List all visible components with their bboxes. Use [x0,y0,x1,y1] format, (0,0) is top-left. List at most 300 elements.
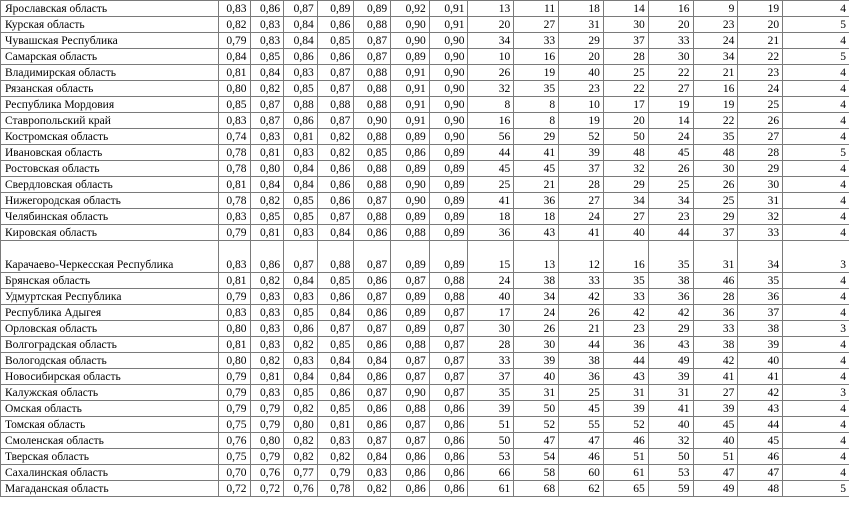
group-value-cell: 4 [783,97,849,113]
index-value-cell: 0,90 [429,81,468,97]
region-name-cell: Кировская область [1,225,219,241]
rank-value-cell: 16 [693,81,738,97]
index-value-cell: 0,87 [429,305,468,321]
rank-value-cell: 35 [603,273,648,289]
index-value-cell: 0,83 [250,305,284,321]
rank-value-cell: 27 [559,193,604,209]
rank-value-cell: 39 [468,401,514,417]
rank-value-cell: 51 [468,417,514,433]
rank-value-cell: 13 [468,1,514,17]
index-value-cell: 0,90 [429,97,468,113]
table-row [1,385,850,401]
index-value-cell: 0,84 [284,177,318,193]
index-value-cell: 0,87 [354,289,391,305]
index-value-cell: 0,78 [218,193,250,209]
index-value-cell: 0,82 [284,401,318,417]
index-value-cell: 0,86 [429,433,468,449]
index-value-cell: 0,87 [317,321,354,337]
index-value-cell: 0,88 [354,81,391,97]
index-value-cell: 0,76 [284,481,318,497]
index-value-cell: 0,81 [218,337,250,353]
index-value-cell: 0,79 [218,289,250,305]
index-value-cell: 0,83 [284,289,318,305]
group-value-cell: 4 [783,81,849,97]
region-name-cell: Республика Мордовия [1,97,219,113]
index-value-cell: 0,84 [317,353,354,369]
index-value-cell: 0,83 [284,65,318,81]
rank-value-cell: 40 [648,417,693,433]
index-value-cell: 0,85 [317,401,354,417]
index-value-cell: 0,85 [317,33,354,49]
rank-value-cell: 41 [559,225,604,241]
group-value-cell: 4 [783,337,849,353]
rank-value-cell: 50 [468,433,514,449]
index-value-cell: 0,86 [429,417,468,433]
region-name-cell: Ставропольский край [1,113,219,129]
table-row [1,289,850,305]
region-name-cell: Вологодская область [1,353,219,369]
rank-value-cell: 24 [648,129,693,145]
index-value-cell: 0,89 [391,129,430,145]
table-row [1,17,850,33]
group-value-cell: 4 [783,465,849,481]
index-value-cell: 0,87 [250,113,284,129]
rank-value-cell: 36 [738,289,783,305]
table-row [1,49,850,65]
index-value-cell: 0,81 [218,273,250,289]
group-value-cell: 4 [783,129,849,145]
index-value-cell: 0,83 [250,321,284,337]
index-value-cell: 0,89 [429,193,468,209]
index-value-cell: 0,86 [317,49,354,65]
index-value-cell: 0,83 [250,385,284,401]
index-value-cell: 0,85 [317,273,354,289]
rank-value-cell: 44 [603,353,648,369]
region-name-cell: Челябинская область [1,209,219,225]
rank-value-cell: 14 [603,1,648,17]
rank-value-cell: 37 [693,225,738,241]
rank-value-cell: 21 [559,321,604,337]
index-value-cell: 0,85 [284,385,318,401]
index-value-cell: 0,81 [218,177,250,193]
index-value-cell: 0,88 [429,273,468,289]
rank-value-cell: 44 [738,417,783,433]
rank-value-cell: 34 [738,241,783,273]
rank-value-cell: 41 [693,369,738,385]
rank-value-cell: 38 [514,273,559,289]
rank-value-cell: 38 [738,321,783,337]
index-value-cell: 0,85 [354,145,391,161]
group-value-cell: 4 [783,65,849,81]
rank-value-cell: 18 [514,209,559,225]
rank-value-cell: 43 [514,225,559,241]
table-body [1,1,850,497]
rank-value-cell: 43 [648,337,693,353]
rank-value-cell: 43 [603,369,648,385]
index-value-cell: 0,82 [354,481,391,497]
rank-value-cell: 26 [514,321,559,337]
index-value-cell: 0,88 [391,225,430,241]
rank-value-cell: 23 [559,81,604,97]
index-value-cell: 0,83 [284,353,318,369]
table-row [1,65,850,81]
rank-value-cell: 30 [468,321,514,337]
group-value-cell: 4 [783,177,849,193]
rank-value-cell: 41 [648,401,693,417]
rank-value-cell: 39 [559,145,604,161]
rank-value-cell: 34 [514,289,559,305]
rank-value-cell: 24 [514,305,559,321]
rank-value-cell: 33 [514,33,559,49]
index-value-cell: 0,72 [218,481,250,497]
rank-value-cell: 30 [648,49,693,65]
index-value-cell: 0,91 [391,113,430,129]
rank-value-cell: 38 [648,273,693,289]
rank-value-cell: 47 [738,465,783,481]
group-value-cell: 4 [783,401,849,417]
region-name-cell: Брянская область [1,273,219,289]
index-value-cell: 0,74 [218,129,250,145]
index-value-cell: 0,86 [429,465,468,481]
index-value-cell: 0,83 [317,433,354,449]
group-value-cell: 3 [783,241,849,273]
group-value-cell: 5 [783,49,849,65]
index-value-cell: 0,87 [284,1,318,17]
index-value-cell: 0,86 [391,145,430,161]
index-value-cell: 0,87 [429,385,468,401]
index-value-cell: 0,91 [391,65,430,81]
rank-value-cell: 40 [514,369,559,385]
group-value-cell: 3 [783,385,849,401]
rank-value-cell: 36 [603,337,648,353]
rank-value-cell: 25 [603,65,648,81]
index-value-cell: 0,88 [354,65,391,81]
table-row [1,449,850,465]
rank-value-cell: 19 [693,97,738,113]
table-row [1,129,850,145]
index-value-cell: 0,90 [429,33,468,49]
rank-value-cell: 42 [738,385,783,401]
rank-value-cell: 37 [559,161,604,177]
index-value-cell: 0,79 [218,385,250,401]
index-value-cell: 0,90 [354,113,391,129]
index-value-cell: 0,85 [284,305,318,321]
index-value-cell: 0,86 [391,481,430,497]
region-name-cell: Магаданская область [1,481,219,497]
rank-value-cell: 19 [559,113,604,129]
table-row [1,305,850,321]
region-name-cell: Ивановская область [1,145,219,161]
rank-value-cell: 50 [603,129,648,145]
rank-value-cell: 28 [693,289,738,305]
rank-value-cell: 62 [559,481,604,497]
group-value-cell: 4 [783,209,849,225]
table-row [1,161,850,177]
rank-value-cell: 51 [693,449,738,465]
index-value-cell: 0,84 [317,225,354,241]
rank-value-cell: 53 [468,449,514,465]
index-value-cell: 0,89 [429,145,468,161]
rank-value-cell: 43 [738,401,783,417]
rank-value-cell: 47 [559,433,604,449]
rank-value-cell: 34 [648,193,693,209]
index-value-cell: 0,83 [250,129,284,145]
index-value-cell: 0,80 [218,321,250,337]
index-value-cell: 0,82 [317,449,354,465]
group-value-cell: 5 [783,481,849,497]
region-name-cell: Ярославская область [1,1,219,17]
index-value-cell: 0,80 [250,161,284,177]
group-value-cell: 4 [783,305,849,321]
index-value-cell: 0,88 [317,97,354,113]
index-value-cell: 0,79 [317,465,354,481]
rank-value-cell: 40 [603,225,648,241]
group-value-cell: 4 [783,273,849,289]
index-value-cell: 0,89 [429,225,468,241]
region-name-cell: Волгоградская область [1,337,219,353]
index-value-cell: 0,83 [284,145,318,161]
table-row [1,1,850,17]
index-value-cell: 0,78 [317,481,354,497]
rank-value-cell: 44 [468,145,514,161]
table-row [1,113,850,129]
index-value-cell: 0,87 [354,49,391,65]
index-value-cell: 0,89 [429,177,468,193]
rank-value-cell: 19 [648,97,693,113]
rank-value-cell: 29 [603,177,648,193]
index-value-cell: 0,86 [250,241,284,273]
rank-value-cell: 42 [648,305,693,321]
region-name-cell: Самарская область [1,49,219,65]
rank-value-cell: 54 [514,449,559,465]
index-value-cell: 0,82 [250,193,284,209]
rank-value-cell: 33 [559,273,604,289]
index-value-cell: 0,84 [284,369,318,385]
index-value-cell: 0,86 [354,369,391,385]
rank-value-cell: 45 [514,161,559,177]
index-value-cell: 0,89 [391,241,430,273]
index-value-cell: 0,79 [250,401,284,417]
index-value-cell: 0,83 [218,209,250,225]
rank-value-cell: 20 [603,113,648,129]
index-value-cell: 0,78 [218,145,250,161]
index-value-cell: 0,86 [391,465,430,481]
index-value-cell: 0,83 [218,1,250,17]
table-row [1,225,850,241]
group-value-cell: 4 [783,193,849,209]
rank-value-cell: 14 [648,113,693,129]
rank-value-cell: 46 [603,433,648,449]
index-value-cell: 0,80 [284,417,318,433]
rank-value-cell: 39 [603,401,648,417]
index-value-cell: 0,89 [391,161,430,177]
index-value-cell: 0,86 [317,177,354,193]
rank-value-cell: 31 [648,385,693,401]
index-value-cell: 0,82 [250,273,284,289]
index-value-cell: 0,89 [391,305,430,321]
rank-value-cell: 23 [603,321,648,337]
rank-value-cell: 41 [514,145,559,161]
index-value-cell: 0,79 [218,33,250,49]
rank-value-cell: 29 [559,33,604,49]
rank-value-cell: 27 [693,385,738,401]
rank-value-cell: 26 [648,161,693,177]
index-value-cell: 0,89 [391,49,430,65]
rank-value-cell: 44 [648,225,693,241]
index-value-cell: 0,83 [250,337,284,353]
rank-value-cell: 36 [468,225,514,241]
index-value-cell: 0,88 [317,241,354,273]
rank-value-cell: 48 [603,145,648,161]
rank-value-cell: 8 [514,97,559,113]
index-value-cell: 0,90 [391,17,430,33]
index-value-cell: 0,90 [391,385,430,401]
rank-value-cell: 27 [738,129,783,145]
region-name-cell: Удмуртская Республика [1,289,219,305]
index-value-cell: 0,83 [218,305,250,321]
rank-value-cell: 13 [514,241,559,273]
rank-value-cell: 35 [468,385,514,401]
rank-value-cell: 26 [559,305,604,321]
index-value-cell: 0,80 [218,353,250,369]
region-name-cell: Томская область [1,417,219,433]
index-value-cell: 0,79 [250,449,284,465]
rank-value-cell: 35 [738,273,783,289]
rank-value-cell: 32 [468,81,514,97]
region-name-cell: Новосибирская область [1,369,219,385]
index-value-cell: 0,83 [250,17,284,33]
rank-value-cell: 29 [693,209,738,225]
index-value-cell: 0,84 [250,65,284,81]
rank-value-cell: 31 [738,193,783,209]
rank-value-cell: 8 [468,97,514,113]
rank-value-cell: 40 [468,289,514,305]
index-value-cell: 0,88 [284,97,318,113]
rank-value-cell: 47 [693,465,738,481]
index-value-cell: 0,89 [354,1,391,17]
table-row [1,465,850,481]
rank-value-cell: 27 [648,81,693,97]
region-name-cell: Нижегородская область [1,193,219,209]
index-value-cell: 0,84 [284,161,318,177]
rank-value-cell: 31 [514,385,559,401]
index-value-cell: 0,89 [391,321,430,337]
rank-value-cell: 20 [738,17,783,33]
table-row [1,97,850,113]
rank-value-cell: 23 [693,17,738,33]
index-value-cell: 0,86 [317,193,354,209]
index-value-cell: 0,82 [250,81,284,97]
index-value-cell: 0,85 [284,81,318,97]
index-value-cell: 0,82 [284,337,318,353]
rank-value-cell: 36 [648,289,693,305]
rank-value-cell: 24 [468,273,514,289]
index-value-cell: 0,85 [250,209,284,225]
rank-value-cell: 33 [738,225,783,241]
index-value-cell: 0,85 [284,193,318,209]
index-value-cell: 0,90 [391,177,430,193]
index-value-cell: 0,87 [391,353,430,369]
rank-value-cell: 41 [738,369,783,385]
region-name-cell: Рязанская область [1,81,219,97]
table-row [1,273,850,289]
rank-value-cell: 56 [468,129,514,145]
rank-value-cell: 16 [514,49,559,65]
table-row [1,177,850,193]
rank-value-cell: 40 [693,433,738,449]
rank-value-cell: 53 [648,465,693,481]
rank-value-cell: 29 [738,161,783,177]
index-value-cell: 0,85 [284,209,318,225]
index-value-cell: 0,84 [284,33,318,49]
group-value-cell: 5 [783,17,849,33]
rank-value-cell: 28 [559,177,604,193]
index-value-cell: 0,90 [429,113,468,129]
index-value-cell: 0,91 [391,97,430,113]
index-value-cell: 0,83 [250,33,284,49]
index-value-cell: 0,79 [218,401,250,417]
rank-value-cell: 45 [648,145,693,161]
rank-value-cell: 16 [648,1,693,17]
region-name-cell: Владимирская область [1,65,219,81]
rank-value-cell: 23 [648,209,693,225]
rank-value-cell: 42 [693,353,738,369]
region-name-cell: Смоленская область [1,433,219,449]
rank-value-cell: 35 [514,81,559,97]
index-value-cell: 0,82 [284,449,318,465]
index-value-cell: 0,84 [354,449,391,465]
index-value-cell: 0,90 [429,49,468,65]
rank-value-cell: 22 [603,81,648,97]
index-value-cell: 0,87 [391,273,430,289]
index-value-cell: 0,87 [391,433,430,449]
rank-value-cell: 20 [559,49,604,65]
region-name-cell: Калужская область [1,385,219,401]
rank-value-cell: 19 [514,65,559,81]
rank-value-cell: 61 [468,481,514,497]
rank-value-cell: 39 [514,353,559,369]
index-value-cell: 0,85 [317,337,354,353]
rank-value-cell: 30 [603,17,648,33]
table-row [1,81,850,97]
rank-value-cell: 30 [514,337,559,353]
index-value-cell: 0,90 [429,129,468,145]
region-name-cell: Республика Адыгея [1,305,219,321]
index-value-cell: 0,88 [354,161,391,177]
index-value-cell: 0,82 [317,129,354,145]
rank-value-cell: 48 [693,145,738,161]
rank-value-cell: 42 [559,289,604,305]
index-value-cell: 0,82 [317,145,354,161]
index-value-cell: 0,85 [250,49,284,65]
rank-value-cell: 55 [559,417,604,433]
rank-value-cell: 11 [514,1,559,17]
rank-value-cell: 46 [738,449,783,465]
rank-value-cell: 21 [738,33,783,49]
table-row [1,481,850,497]
region-name-cell: Чувашская Республика [1,33,219,49]
rank-value-cell: 38 [559,353,604,369]
index-value-cell: 0,86 [284,49,318,65]
index-value-cell: 0,88 [429,289,468,305]
index-value-cell: 0,89 [429,161,468,177]
group-value-cell: 4 [783,353,849,369]
index-value-cell: 0,75 [218,449,250,465]
rank-value-cell: 61 [603,465,648,481]
index-value-cell: 0,78 [218,161,250,177]
rank-value-cell: 36 [693,305,738,321]
rank-value-cell: 38 [693,337,738,353]
